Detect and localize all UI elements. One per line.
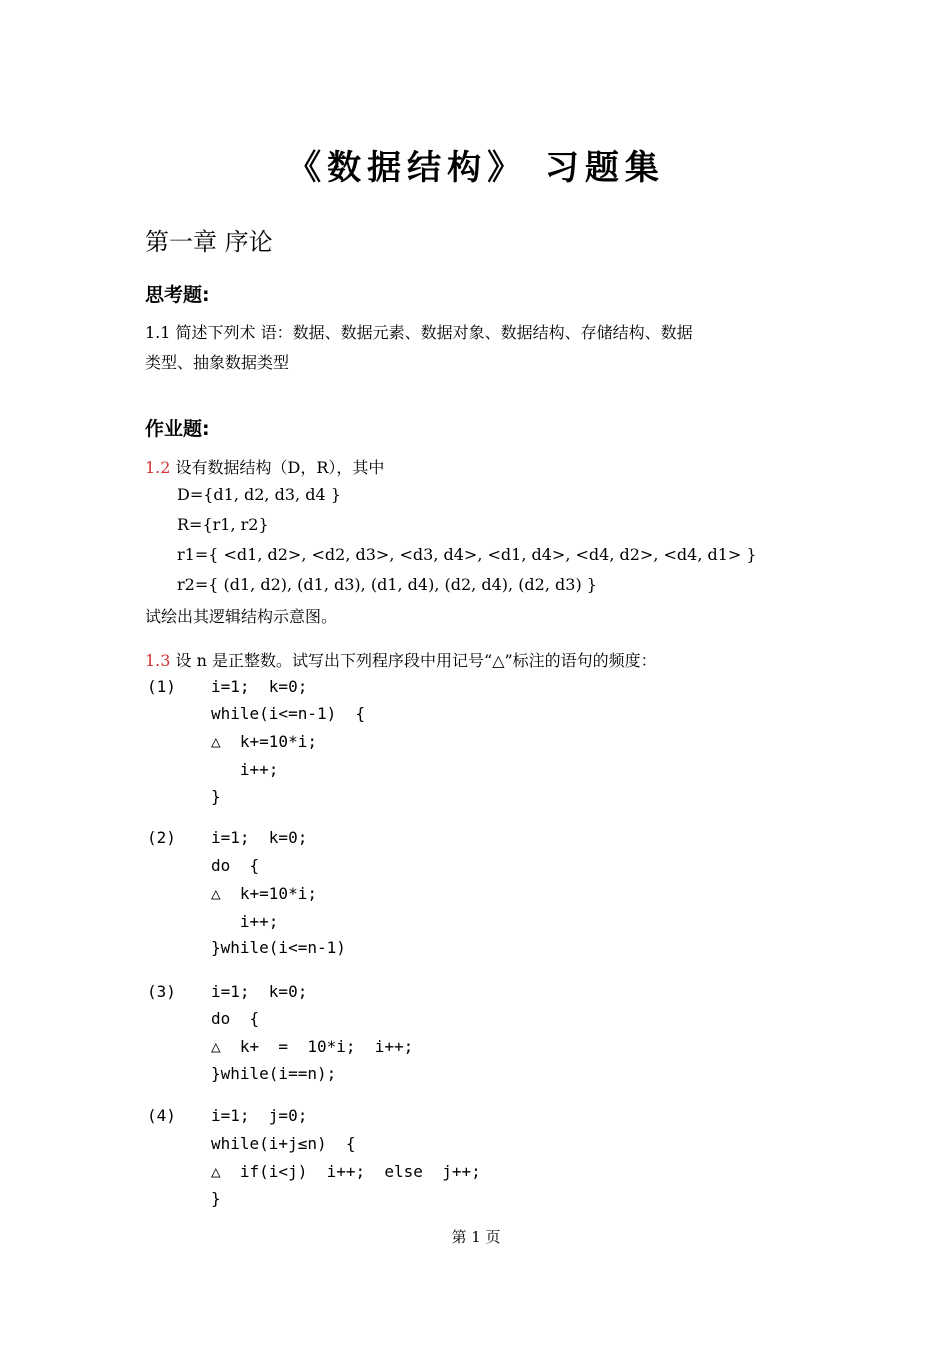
code-line: do { [211,856,260,875]
code-line: i++; [211,760,279,779]
code-line: } [211,787,221,806]
code-line: do { [211,1009,260,1028]
program-3-label: (3) [147,982,176,1001]
section-heading-thinking: 思考题: [145,284,210,306]
question-number: 1.2 [145,458,171,477]
code-line: i=1; k=0; [211,828,308,847]
code-line: i++; [211,912,279,931]
program-4-label: (4) [147,1106,176,1125]
code-line: }while(i<=n-1) [211,938,346,957]
document-title: 《数据结构》 习题集 [287,148,665,188]
chapter-heading: 第一章 序论 [145,228,273,256]
code-line: i=1; k=0; [211,982,308,1001]
question-number: 1.3 [145,651,171,670]
code-line: } [211,1189,221,1208]
question-1-2-end: 试绘出其逻辑结构示意图。 [145,607,338,626]
code-line: while(i<=n-1) { [211,704,366,723]
relation-r1: r1={ <d1, d2>, <d2, d3>, <d3, d4>, <d1, d4>, <d4, d2>, <d4, d1> } [177,545,757,564]
page-number: 第 1 页 [451,1228,501,1246]
question-1-2 [145,455,384,478]
code-line: i=1; k=0; [211,677,308,696]
question-text: 设有数据结构（D，R），其中 [170,458,385,477]
section-heading-homework: 作业题: [145,418,210,440]
question-1-1-line-1: 1.1 简述下列术 语：数据、数据元素、数据对象、数据结构、存储结构、数据 [145,323,693,342]
set-d: D={d1, d2, d3, d4 } [177,485,341,504]
program-2-label: (2) [147,828,176,847]
code-line: △ k+ = 10*i; i++; [211,1037,414,1056]
program-1-label: (1) [147,677,176,696]
code-line: }while(i==n); [211,1064,337,1083]
code-line: i=1; j=0; [211,1106,308,1125]
question-text: 设 n 是正整数。试写出下列程序段中用记号“△”标注的语句的频度： [170,651,657,670]
question-1-1-line-2: 类型、抽象数据类型 [145,353,290,372]
code-line: while(i+j≤n) { [211,1134,356,1153]
code-line: △ if(i<j) i++; else j++; [211,1162,481,1181]
question-1-3 [145,648,657,671]
relation-r2: r2={ (d1, d2), (d1, d3), (d1, d4), (d2, d4), (d2, d3) } [177,575,597,594]
code-line: △ k+=10*i; [211,732,317,751]
code-line: △ k+=10*i; [211,884,317,903]
set-r: R={r1, r2} [177,515,269,534]
